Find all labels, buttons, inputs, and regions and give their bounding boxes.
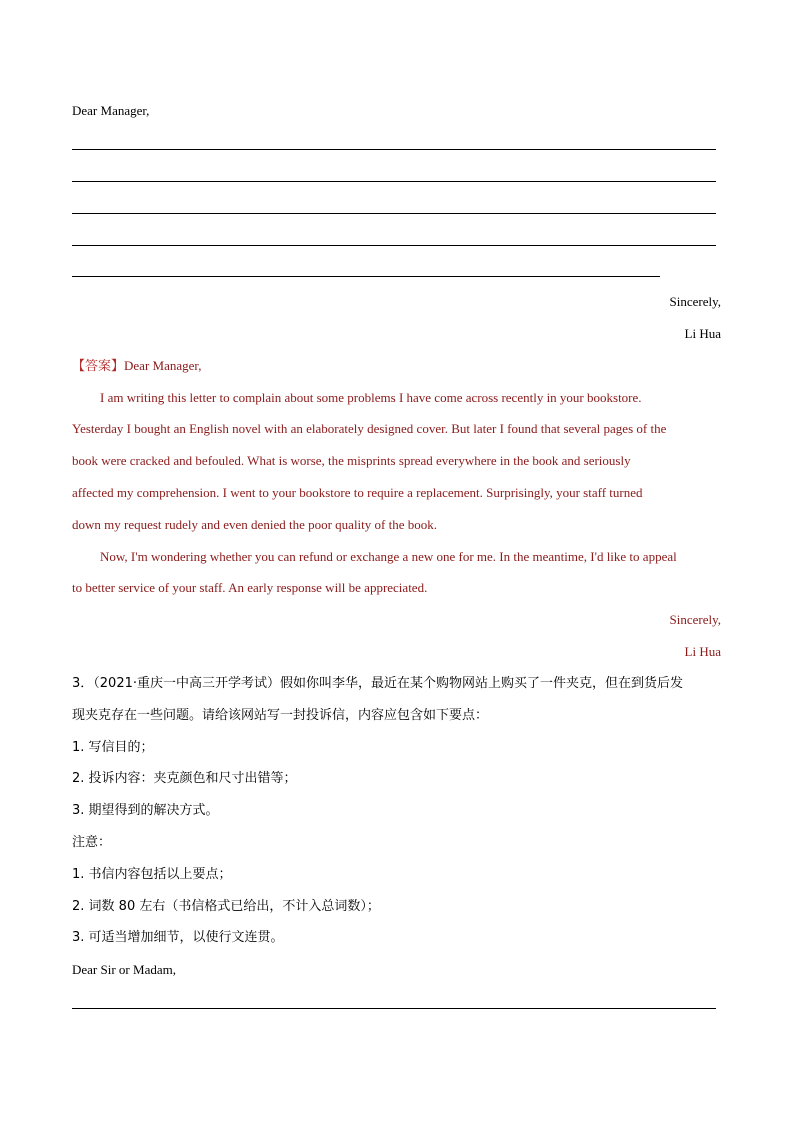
- requirement-point: 1. 写信目的；: [72, 740, 154, 755]
- answer-line: Now, I'm wondering whether you can refund or exchange a new one for me. In the meantime, I'd like to appeal: [100, 549, 677, 564]
- writing-line: [72, 149, 716, 150]
- answer-line: I am writing this letter to complain about some problems I have come across recently in your bookstore.: [100, 390, 642, 405]
- answer-line: to better service of your staff. An early response will be appreciated.: [72, 580, 428, 595]
- requirement-point: 2. 投诉内容：夹克颜色和尺寸出错等；: [72, 771, 297, 786]
- letter-salutation: Dear Sir or Madam,: [72, 962, 176, 977]
- note-title: 注意：: [72, 835, 112, 850]
- answer-tag: 【答案】: [72, 359, 125, 374]
- note-item: 2. 词数 80 左右（书信格式已给出，不计入总词数）；: [72, 899, 380, 914]
- answer-signature: Li Hua: [684, 644, 721, 659]
- answer-line: book were cracked and befouled. What is worse, the misprints spread everywhere in the book and seriously: [72, 453, 631, 468]
- letter-salutation: Dear Manager,: [72, 103, 150, 118]
- question-text: 现夹克存在一些问题。请给该网站写一封投诉信，内容应包含如下要点：: [72, 708, 489, 723]
- writing-line: [72, 213, 716, 214]
- answer-closing: Sincerely,: [669, 612, 721, 627]
- writing-line: [72, 276, 660, 277]
- answer-line: Yesterday I bought an English novel with an elaborately designed cover. But later I found that several pages of the: [72, 421, 667, 436]
- note-item: 3. 可适当增加细节，以使行文连贯。: [72, 930, 284, 945]
- question-text: 3．（2021·重庆一中高三开学考试）假如你叫李华，最近在某个购物网站上购买了一件夹克，但在到货后发: [72, 676, 683, 691]
- writing-line: [72, 181, 716, 182]
- answer-line: affected my comprehension. I went to your bookstore to require a replacement. Surprisingly, your staff turned: [72, 485, 643, 500]
- note-item: 1. 书信内容包括以上要点；: [72, 867, 232, 882]
- answer-salutation: Dear Manager,: [124, 358, 202, 373]
- requirement-point: 3. 期望得到的解决方式。: [72, 803, 219, 818]
- answer-line: down my request rudely and even denied the poor quality of the book.: [72, 517, 437, 532]
- writing-line: [72, 1008, 716, 1009]
- letter-signature: Li Hua: [684, 326, 721, 341]
- letter-closing: Sincerely,: [669, 294, 721, 309]
- writing-line: [72, 245, 716, 246]
- answer-heading: [72, 358, 201, 375]
